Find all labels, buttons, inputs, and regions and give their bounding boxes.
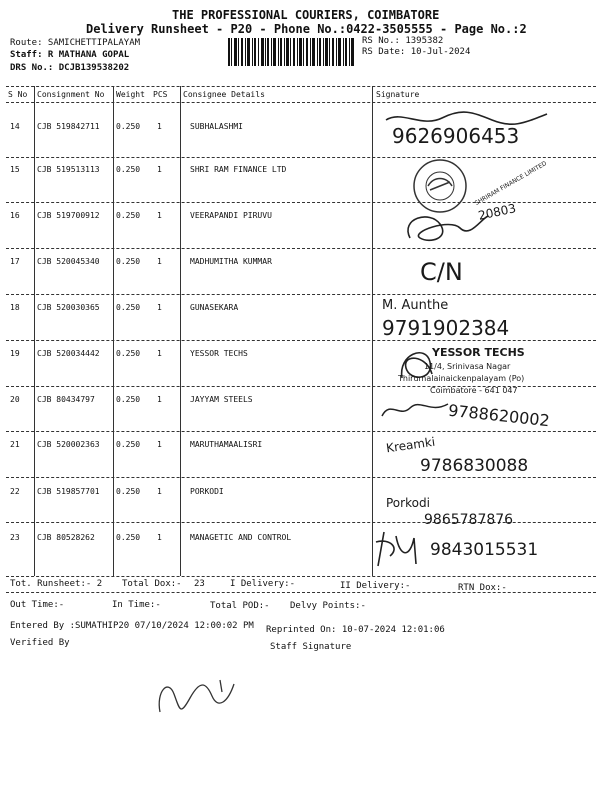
row-pcs: 1 — [157, 395, 162, 404]
row-rule — [6, 294, 596, 295]
handwritten-phone: 9788620002 — [447, 400, 551, 431]
delivery-points-label: Delvy Points:- — [290, 601, 366, 611]
stamp-address-line: Thirumalainaickenpalayam (Po) — [398, 374, 525, 383]
row-weight: 0.250 — [116, 257, 141, 266]
row-pcs: 1 — [157, 257, 162, 266]
row-sno: 21 — [10, 440, 20, 449]
row-weight: 0.250 — [116, 122, 141, 131]
row-pcs: 1 — [157, 303, 162, 312]
row-sno: 14 — [10, 122, 20, 131]
row-sno: 18 — [10, 303, 20, 312]
handwritten-name: M. Aunthe — [382, 298, 449, 313]
out-time-label: Out Time:- — [10, 600, 65, 610]
row-consignment: CJB 519842711 — [37, 122, 100, 131]
row-pcs: 1 — [157, 349, 162, 358]
row-consignee: SUBHALASHMI — [190, 122, 243, 131]
row-consignment: CJB 520030365 — [37, 303, 100, 312]
row-consignment: CJB 519857701 — [37, 487, 100, 496]
entered-by: Entered By :SUMATHIP20 07/10/2024 12:00:02 PM — [10, 621, 254, 631]
col-header-consignment: Consignment No — [37, 90, 105, 99]
row-consignment: CJB 80528262 — [37, 533, 95, 542]
row-weight: 0.250 — [116, 165, 141, 174]
in-time-label: In Time:- — [112, 600, 161, 610]
row-weight: 0.250 — [116, 349, 141, 358]
row-rule — [6, 157, 596, 158]
row-consignee: GUNASEKARA — [190, 303, 239, 312]
stamp-address-line: Coimbatore - 641 047 — [430, 386, 518, 395]
row-pcs: 1 — [157, 487, 162, 496]
col-header-pcs: PCS — [153, 90, 168, 99]
row-rule — [6, 477, 596, 478]
row-rule — [6, 248, 596, 249]
footer-rule — [6, 592, 596, 593]
row-consignment: CJB 519513113 — [37, 165, 100, 174]
col-header-sno: S No — [8, 90, 28, 99]
route-label: Route: SAMICHETTIPALAYAM — [10, 38, 141, 48]
verified-by-label: Verified By — [10, 638, 70, 648]
handwritten-name: Porkodi — [386, 496, 430, 510]
stamp-address-line: 11/4, Srinivasa Nagar — [424, 362, 511, 371]
row-sno: 23 — [10, 533, 20, 542]
staff-signature-label: Staff Signature — [270, 642, 352, 652]
row-weight: 0.250 — [116, 440, 141, 449]
handwritten-initials: C/N — [420, 258, 463, 286]
staff-label: Staff: R MATHANA GOPAL — [10, 50, 130, 60]
rtn-dox-label: RTN Dox:- — [458, 583, 507, 593]
row-weight: 0.250 — [116, 487, 141, 496]
row-rule — [6, 340, 596, 341]
row-sno: 20 — [10, 395, 20, 404]
handwritten-note: 20803 — [476, 201, 518, 223]
row-consignee: MARUTHAMAALISRI — [190, 440, 263, 449]
handwritten-phone: 9865787876 — [424, 512, 514, 528]
row-pcs: 1 — [157, 165, 162, 174]
row-consignment: CJB 520045340 — [37, 257, 100, 266]
row-consignment: CJB 519700912 — [37, 211, 100, 220]
reprinted-on: Reprinted On: 10-07-2024 12:01:06 — [266, 625, 445, 635]
row-pcs: 1 — [157, 211, 162, 220]
row-consignee: PORKODI — [190, 487, 224, 496]
runsheet-title: Delivery Runsheet - P20 - Phone No.:0422-3505555 - Page No.:2 — [86, 22, 527, 36]
col-header-weight: Weight — [116, 90, 145, 99]
handwritten-phone: 9843015531 — [430, 540, 539, 560]
row-consignment: CJB 520002363 — [37, 440, 100, 449]
table-top-rule — [6, 86, 596, 87]
row-rule — [6, 431, 596, 432]
signature-scribble — [400, 208, 490, 248]
row-sno: 19 — [10, 349, 20, 358]
barcode — [228, 38, 354, 66]
row-pcs: 1 — [157, 440, 162, 449]
total-runsheet: Tot. Runsheet:- 2 — [10, 579, 103, 589]
signature-scribble — [380, 398, 450, 420]
row-consignee: JAYYAM STEELS — [190, 395, 253, 404]
drs-number: DRS No.: DCJB139538202 — [10, 63, 130, 73]
row-pcs: 1 — [157, 122, 162, 131]
stamp-company-name: YESSOR TECHS — [432, 346, 525, 359]
row-consignee: MADHUMITHA KUMMAR — [190, 257, 272, 266]
col-header-signature: Signature — [376, 90, 420, 99]
col-divider — [372, 86, 373, 576]
rs-number: RS No.: 1395382 — [362, 36, 444, 46]
col-divider — [34, 86, 35, 576]
handwritten-phone: 9786830088 — [420, 456, 529, 476]
table-header-rule — [6, 102, 596, 103]
row-consignee: MANAGETIC AND CONTROL — [190, 533, 292, 542]
i-delivery-label: I Delivery:- — [230, 579, 296, 589]
row-sno: 15 — [10, 165, 20, 174]
verifier-signature — [150, 672, 250, 722]
total-dox-value: 23 — [194, 579, 205, 589]
company-title: THE PROFESSIONAL COURIERS, COIMBATORE — [172, 8, 440, 22]
row-consignment: CJB 80434797 — [37, 395, 95, 404]
row-weight: 0.250 — [116, 395, 141, 404]
row-sno: 22 — [10, 487, 20, 496]
total-pod-label: Total POD:- — [210, 601, 270, 611]
row-pcs: 1 — [157, 533, 162, 542]
ii-delivery-label: II Delivery:- — [340, 581, 411, 591]
row-weight: 0.250 — [116, 303, 141, 312]
rs-date: RS Date: 10-Jul-2024 — [362, 47, 471, 57]
handwritten-name: Kreamki — [385, 434, 436, 456]
row-consignee: YESSOR TECHS — [190, 349, 248, 358]
total-dox-label: Total Dox:- — [122, 579, 182, 589]
table-bottom-rule — [6, 576, 596, 577]
col-divider — [113, 86, 114, 576]
row-consignment: CJB 520034442 — [37, 349, 100, 358]
row-sno: 17 — [10, 257, 20, 266]
row-weight: 0.250 — [116, 533, 141, 542]
handwritten-phone: 9791902384 — [382, 316, 510, 340]
row-sno: 16 — [10, 211, 20, 220]
col-divider — [180, 86, 181, 576]
row-consignee: VEERAPANDI PIRUVU — [190, 211, 272, 220]
row-weight: 0.250 — [116, 211, 141, 220]
signature-scribble — [370, 528, 420, 570]
col-header-consignee: Consignee Details — [183, 90, 265, 99]
company-stamp-icon — [412, 158, 468, 214]
handwritten-phone: 9626906453 — [392, 124, 520, 148]
stamp-text: SHRIRAM FINANCE LIMITED — [473, 160, 548, 207]
row-consignee: SHRI RAM FINANCE LTD — [190, 165, 287, 174]
